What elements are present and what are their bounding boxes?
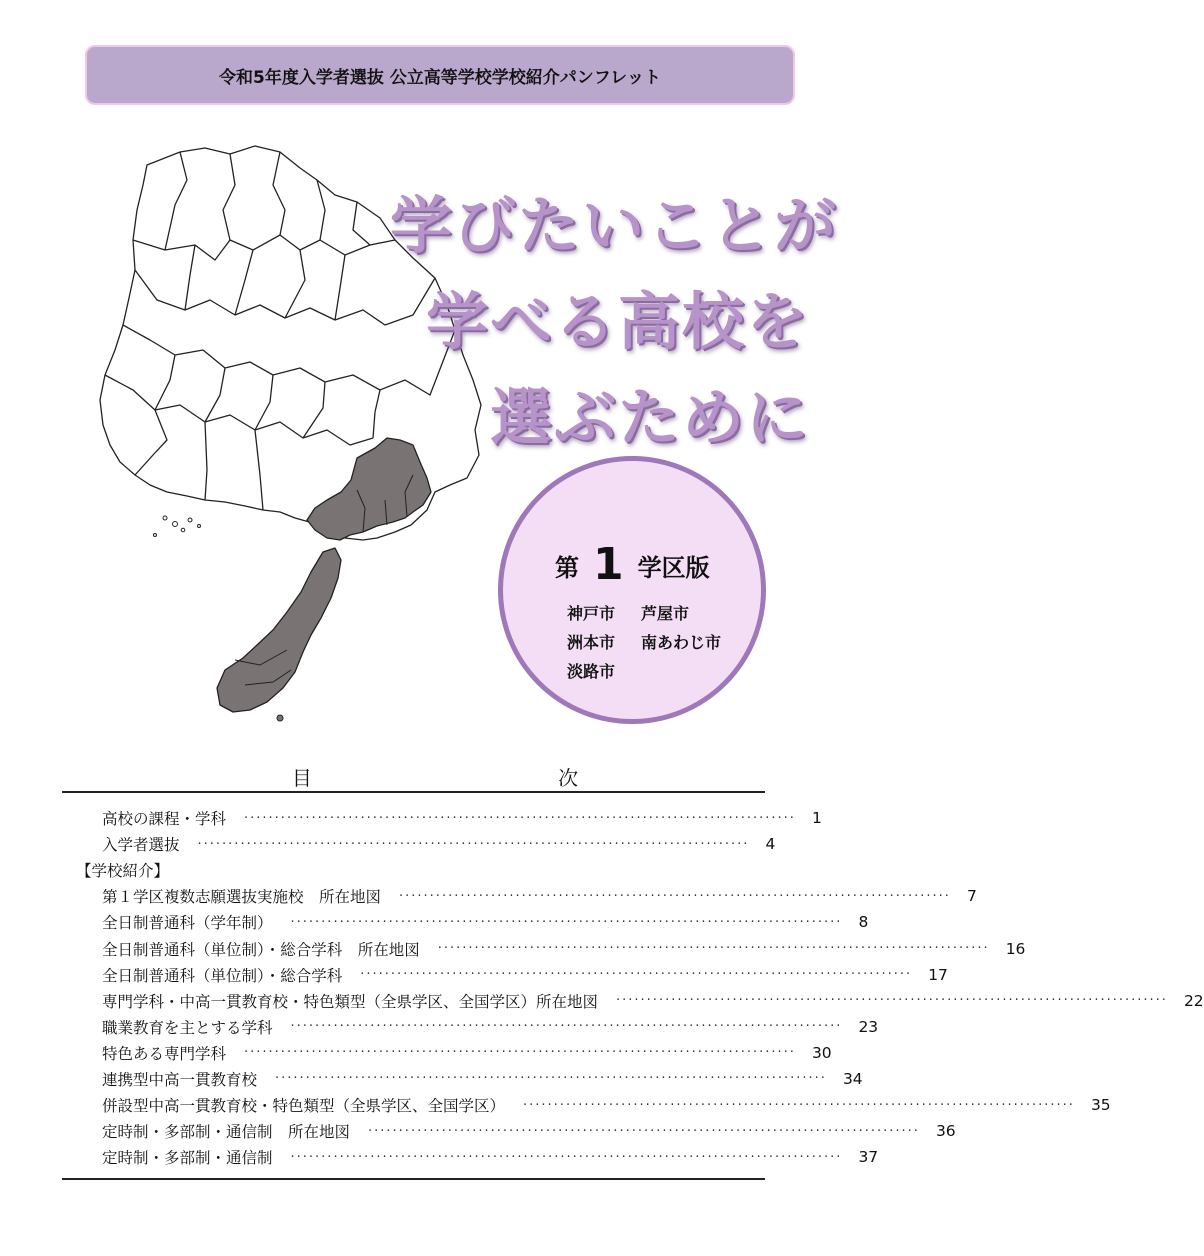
- toc-title: 目 次: [291, 766, 699, 790]
- toc-leader-dots: ··························································································: [290, 914, 843, 930]
- toc-row-label: 入学者選抜: [102, 836, 180, 855]
- toc-row[interactable]: [62, 1092, 1111, 1118]
- awaji-island: [217, 548, 341, 712]
- toc-row-label: 専門学科・中高一貫教育校・特色類型（全県学区、全国学区）所在地図: [102, 992, 599, 1011]
- toc-row-label: 定時制・多部制・通信制: [102, 1149, 273, 1168]
- headline-line-1: 学びたいことが: [390, 189, 839, 262]
- toc-row-label: 第１学区複数志願選抜実施校 所在地図: [102, 888, 382, 907]
- toc-row[interactable]: [62, 1066, 863, 1092]
- toc-row[interactable]: [62, 883, 977, 909]
- toc-row[interactable]: [62, 988, 1204, 1014]
- city-item: 芦屋市: [641, 604, 690, 623]
- district-badge: [498, 456, 766, 724]
- toc-row-label: 全日制普通科（単位制）・総合学科: [102, 966, 343, 985]
- toc-leader-dots: ··························································································: [244, 810, 796, 826]
- toc-leader-dots: ··························································································: [290, 1149, 843, 1165]
- table-of-contents: [62, 805, 1204, 1170]
- toc-row[interactable]: [62, 831, 776, 857]
- toc-leader-dots: ··························································································: [244, 1045, 796, 1061]
- toc-leader-dots: ··························································································: [368, 1123, 920, 1139]
- toc-row-label: 【学校紹介】: [76, 862, 170, 881]
- headline-line-3: 選ぶために: [489, 381, 810, 454]
- toc-row-page: 23: [858, 1017, 879, 1036]
- toc-leader-dots: ··························································································: [275, 1071, 827, 1087]
- toc-leader-dots: ··························································································: [197, 836, 750, 852]
- toc-leader-dots: ··························································································: [399, 888, 951, 904]
- toc-bottom-rule: [62, 1178, 765, 1180]
- toc-row-label: 全日制普通科（単位制）・総合学科 所在地図: [102, 940, 420, 959]
- toc-row[interactable]: [62, 805, 822, 831]
- headline: [390, 178, 839, 466]
- city-item: 淡路市: [567, 662, 616, 681]
- edition-prefix: 第: [555, 553, 579, 582]
- toc-row-page: 36: [935, 1122, 956, 1141]
- toc-top-rule: [62, 791, 765, 793]
- toc-leader-dots: ··························································································: [616, 993, 1168, 1009]
- toc-row-label: 全日制普通科（学年制）: [102, 914, 273, 933]
- toc-row[interactable]: [62, 857, 765, 883]
- toc-row-page: 30: [811, 1043, 832, 1062]
- toc-leader-dots: ··························································································: [437, 941, 990, 957]
- toc-row[interactable]: [62, 1040, 832, 1066]
- edition-number: 1: [593, 539, 624, 590]
- headline-line-2: 学べる高校を: [425, 285, 810, 358]
- toc-row-label: 連携型中高一貫教育校: [102, 1070, 258, 1089]
- toc-row-page: 35: [1090, 1096, 1111, 1115]
- toc-leader-dots: ··························································································: [290, 1019, 843, 1035]
- toc-row-page: 1: [811, 809, 822, 828]
- toc-row[interactable]: [62, 1014, 879, 1040]
- toc-row-label: 特色ある専門学科: [102, 1044, 227, 1063]
- toc-row-label: 高校の課程・学科: [102, 810, 227, 829]
- toc-row-label: 職業教育を主とする学科: [102, 1018, 273, 1037]
- toc-row[interactable]: [62, 1118, 956, 1144]
- toc-row-label: 併設型中高一貫教育校・特色類型（全県学区、全国学区）: [102, 1097, 506, 1116]
- toc-row-page: 7: [966, 887, 977, 906]
- banner-title: 令和5年度入学者選抜 公立高等学校学校紹介パンフレット: [219, 67, 661, 88]
- toc-row-page: 8: [858, 913, 869, 932]
- edition-suffix: 学区版: [637, 553, 710, 582]
- toc-row-page: 16: [1005, 939, 1026, 958]
- toc-leader-dots: ··························································································: [523, 1097, 1075, 1113]
- edition-title: [555, 539, 710, 590]
- toc-leader-dots: ··························································································: [360, 967, 913, 983]
- header-banner: [85, 45, 795, 105]
- city-item: 洲本市: [567, 633, 616, 652]
- toc-row[interactable]: [62, 962, 948, 988]
- toc-row-page: 34: [842, 1069, 863, 1088]
- toc-row-page: 4: [765, 835, 776, 854]
- toc-row[interactable]: [62, 909, 869, 935]
- toc-row-label: 定時制・多部制・通信制 所在地図: [102, 1123, 351, 1142]
- toc-row-page: 37: [858, 1148, 879, 1167]
- city-item: 神戸市: [567, 604, 616, 623]
- city-item: 南あわじ市: [641, 633, 722, 652]
- toc-row-page: 22: [1183, 991, 1204, 1010]
- toc-row[interactable]: [62, 935, 1026, 961]
- toc-row-page: 17: [928, 965, 948, 984]
- toc-row[interactable]: [62, 1144, 879, 1170]
- city-list: [567, 601, 741, 682]
